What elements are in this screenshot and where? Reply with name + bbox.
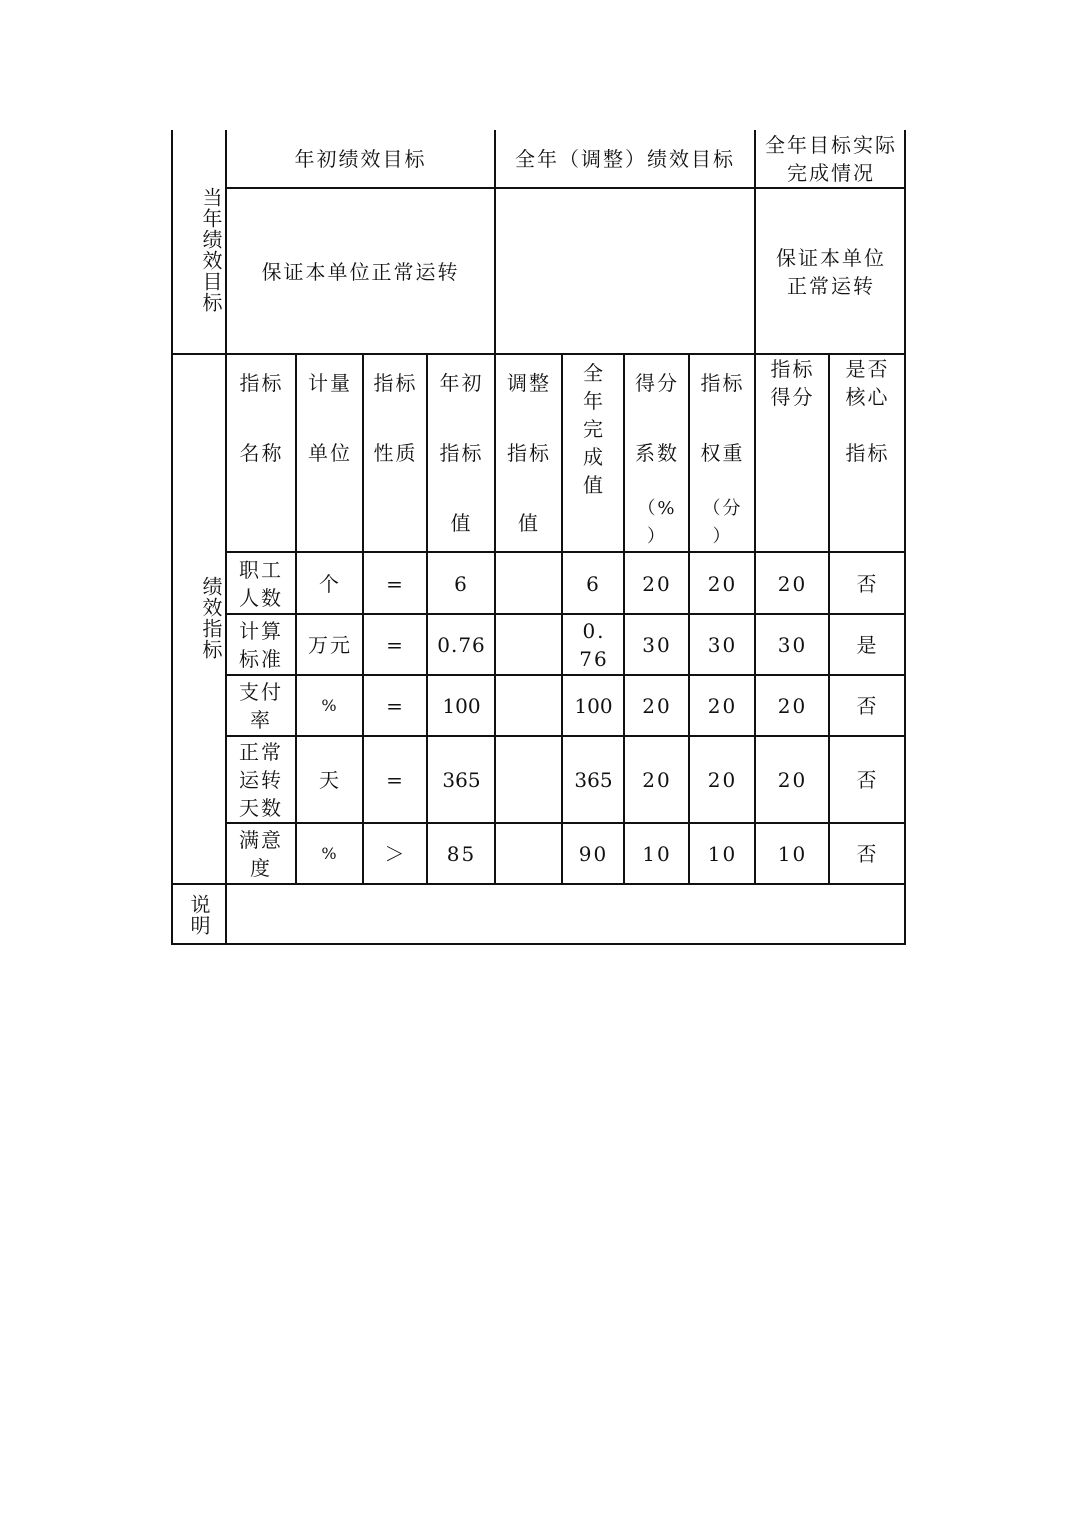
cell-score-coefficient: 20	[642, 694, 672, 718]
cell-weight: 20	[707, 694, 738, 718]
cell-adjusted-value	[496, 824, 562, 884]
cell-completed-value: 6	[586, 571, 601, 596]
notes-value	[227, 885, 904, 944]
performance-form	[171, 130, 906, 945]
cell-initial-value: 85	[446, 842, 477, 866]
cell-completed-value: 90	[578, 842, 609, 866]
cell-adjusted-value	[496, 553, 562, 614]
notes-section-label: 说明	[187, 893, 211, 936]
cell-adjusted-value	[496, 615, 562, 675]
cell-completed-value: 365	[574, 768, 613, 792]
header-completed-value: 全年完成值	[583, 361, 605, 497]
cell-core-indicator: 否	[856, 842, 879, 866]
actual-completion-header: 全年目标实际完成情况	[765, 133, 897, 185]
cell-unit: 个	[319, 571, 341, 596]
header-score-coefficient: 得分 系数 （% ）	[635, 371, 679, 547]
cell-initial-value: 365	[442, 768, 481, 792]
adjusted-target-header: 全年（调整）绩效目标	[515, 147, 735, 171]
header-unit: 计量 单位	[308, 371, 352, 465]
cell-weight: 20	[707, 571, 738, 596]
cell-initial-value: 100	[442, 694, 481, 718]
header-adjusted-value: 调整 指标 值	[507, 371, 551, 535]
cell-weight: 30	[707, 633, 738, 657]
cell-nature: ＞	[384, 842, 407, 866]
cell-indicator-name: 正常运转天数	[239, 740, 283, 820]
cell-unit: %	[321, 696, 339, 715]
targets-section-label	[173, 148, 225, 352]
cell-completed-value: 0.76	[579, 619, 609, 671]
targets-section-label-text: 当年绩效目标	[199, 187, 223, 313]
header-nature: 指标 性质	[373, 371, 418, 465]
adjusted-target-value	[496, 189, 754, 354]
cell-initial-value: 0.76	[437, 633, 486, 657]
cell-indicator-name: 支付率	[239, 680, 283, 732]
cell-indicator-name: 满意度	[239, 828, 283, 880]
cell-nature: =	[386, 768, 405, 792]
cell-unit: 万元	[308, 633, 352, 657]
cell-score-coefficient: 20	[642, 571, 672, 596]
cell-indicator-score: 10	[777, 842, 808, 866]
cell-adjusted-value	[496, 737, 562, 823]
cell-indicator-score: 20	[777, 694, 808, 718]
cell-indicator-score: 20	[777, 768, 808, 792]
cell-unit: %	[321, 844, 339, 863]
cell-weight: 20	[707, 768, 738, 792]
header-core-indicator: 是否 核心 指标	[845, 357, 890, 465]
cell-core-indicator: 否	[856, 571, 879, 596]
cell-score-coefficient: 10	[642, 842, 672, 866]
cell-completed-value: 100	[574, 694, 613, 718]
actual-completion-value: 保证本单位正常运转	[776, 245, 886, 298]
cell-nature: =	[386, 633, 405, 657]
cell-score-coefficient: 30	[642, 633, 672, 657]
cell-core-indicator: 否	[856, 768, 879, 792]
cell-adjusted-value	[496, 676, 562, 736]
header-initial-value: 年初 指标 值	[439, 371, 484, 535]
cell-weight: 10	[707, 842, 738, 866]
cell-initial-value: 6	[454, 571, 469, 596]
initial-target-header: 年初绩效目标	[294, 147, 427, 171]
cell-indicator-name: 计算标准	[239, 619, 283, 671]
header-weight: 指标 权重 （分 ）	[700, 371, 745, 547]
cell-core-indicator: 是	[856, 633, 879, 657]
header-indicator-score: 指标 得分	[770, 357, 815, 409]
initial-target-value: 保证本单位正常运转	[261, 259, 460, 284]
cell-core-indicator: 否	[856, 694, 879, 718]
cell-nature: =	[386, 571, 405, 596]
cell-indicator-score: 20	[777, 571, 808, 596]
cell-indicator-name: 职工人数	[239, 557, 283, 610]
cell-unit: 天	[319, 768, 341, 792]
cell-score-coefficient: 20	[642, 768, 672, 792]
indicators-section-label: 绩效指标	[199, 576, 223, 660]
header-indicator-name: 指标 名称	[239, 371, 284, 465]
cell-nature: =	[386, 694, 405, 718]
cell-indicator-score: 30	[777, 633, 808, 657]
